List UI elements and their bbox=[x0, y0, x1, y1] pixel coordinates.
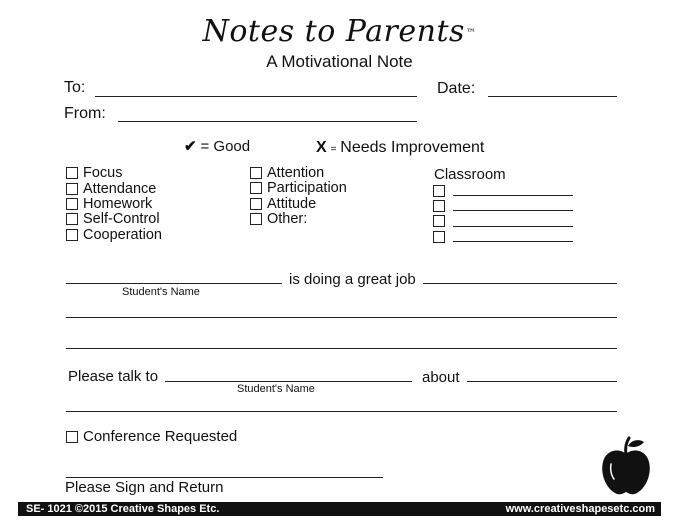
date-label: Date: bbox=[437, 80, 476, 97]
talk-to-line[interactable] bbox=[165, 381, 412, 382]
form-subtitle: A Motivational Note bbox=[266, 52, 413, 71]
to-line[interactable] bbox=[95, 96, 417, 97]
checkbox-item[interactable] bbox=[66, 227, 162, 243]
conference-checkbox-item[interactable] bbox=[66, 429, 237, 445]
classroom-line[interactable] bbox=[453, 241, 573, 242]
footer-copyright: SE- 1021 ©2015 Creative Shapes Etc. bbox=[26, 503, 220, 515]
conference-label: Conference Requested bbox=[83, 428, 238, 445]
great-job-text: is doing a great job bbox=[289, 271, 416, 288]
classroom-line[interactable] bbox=[453, 210, 573, 211]
checkbox-label: Participation bbox=[267, 180, 347, 196]
checkbox-item[interactable] bbox=[66, 165, 123, 181]
checkbox-label: Homework bbox=[83, 196, 153, 212]
classroom-line[interactable] bbox=[453, 195, 573, 196]
legend-good-text: = Good bbox=[200, 138, 251, 155]
sign-return-text: Please Sign and Return bbox=[65, 479, 224, 496]
checkbox-item[interactable] bbox=[250, 180, 347, 196]
checkbox-label: Self-Control bbox=[83, 211, 160, 227]
checkbox-label: Attitude bbox=[267, 196, 317, 212]
checkbox-label: Cooperation bbox=[83, 227, 162, 243]
students-name-caption: Student's Name bbox=[122, 286, 200, 298]
footer-bar bbox=[18, 502, 661, 516]
checkbox[interactable] bbox=[66, 167, 78, 179]
legend-needs-eq: = bbox=[330, 144, 337, 155]
checkbox[interactable] bbox=[250, 213, 262, 225]
checkbox-item[interactable] bbox=[250, 165, 324, 181]
classroom-line[interactable] bbox=[453, 226, 573, 227]
legend-good bbox=[184, 138, 250, 155]
comment-line[interactable] bbox=[66, 411, 617, 412]
legend-needs-improvement bbox=[316, 139, 484, 158]
checkbox[interactable] bbox=[250, 167, 262, 179]
checkbox[interactable] bbox=[433, 215, 445, 227]
to-label: To: bbox=[64, 79, 86, 96]
checkbox[interactable] bbox=[250, 182, 262, 194]
from-line[interactable] bbox=[118, 121, 417, 122]
checkbox[interactable] bbox=[66, 229, 78, 241]
checkbox-label: Focus bbox=[83, 165, 123, 181]
checkbox-label: Other: bbox=[267, 211, 308, 227]
footer-website: www.creativeshapesetc.com bbox=[505, 503, 655, 515]
students-name-caption: Student's Name bbox=[237, 383, 315, 395]
checkmark-icon: ✔ bbox=[184, 138, 197, 155]
checkbox[interactable] bbox=[66, 183, 78, 195]
apple-icon bbox=[600, 436, 652, 496]
comment-line[interactable] bbox=[66, 348, 617, 349]
from-label: From: bbox=[64, 105, 106, 122]
checkbox-label: Attendance bbox=[83, 181, 157, 197]
about-line[interactable] bbox=[467, 381, 617, 382]
checkbox[interactable] bbox=[66, 198, 78, 210]
checkbox-item[interactable] bbox=[250, 196, 316, 212]
x-mark-icon: X bbox=[316, 139, 327, 156]
student-name-line[interactable] bbox=[66, 283, 282, 284]
talk-to-text: Please talk to bbox=[68, 368, 159, 385]
checkbox[interactable] bbox=[433, 200, 445, 212]
date-line[interactable] bbox=[488, 96, 617, 97]
checkbox[interactable] bbox=[66, 431, 78, 443]
about-text: about bbox=[422, 369, 460, 386]
checkbox[interactable] bbox=[66, 213, 78, 225]
great-job-line[interactable] bbox=[423, 283, 617, 284]
trademark-symbol: ™ bbox=[465, 28, 477, 39]
checkbox-item[interactable] bbox=[66, 181, 156, 197]
checkbox[interactable] bbox=[433, 185, 445, 197]
checkbox-item[interactable] bbox=[250, 211, 307, 227]
legend-needs-text: Needs Improvement bbox=[340, 139, 485, 156]
checkbox-label: Attention bbox=[267, 165, 325, 181]
signature-line[interactable] bbox=[66, 477, 383, 478]
form-title bbox=[0, 14, 679, 50]
checkbox-item[interactable] bbox=[66, 211, 160, 227]
classroom-heading: Classroom bbox=[434, 166, 506, 183]
comment-line[interactable] bbox=[66, 317, 617, 318]
classroom-checkbox[interactable] bbox=[433, 230, 450, 248]
checkbox-item[interactable] bbox=[66, 196, 152, 212]
checkbox[interactable] bbox=[250, 198, 262, 210]
checkbox[interactable] bbox=[433, 231, 445, 243]
title-text: Notes to Parents bbox=[202, 14, 465, 49]
